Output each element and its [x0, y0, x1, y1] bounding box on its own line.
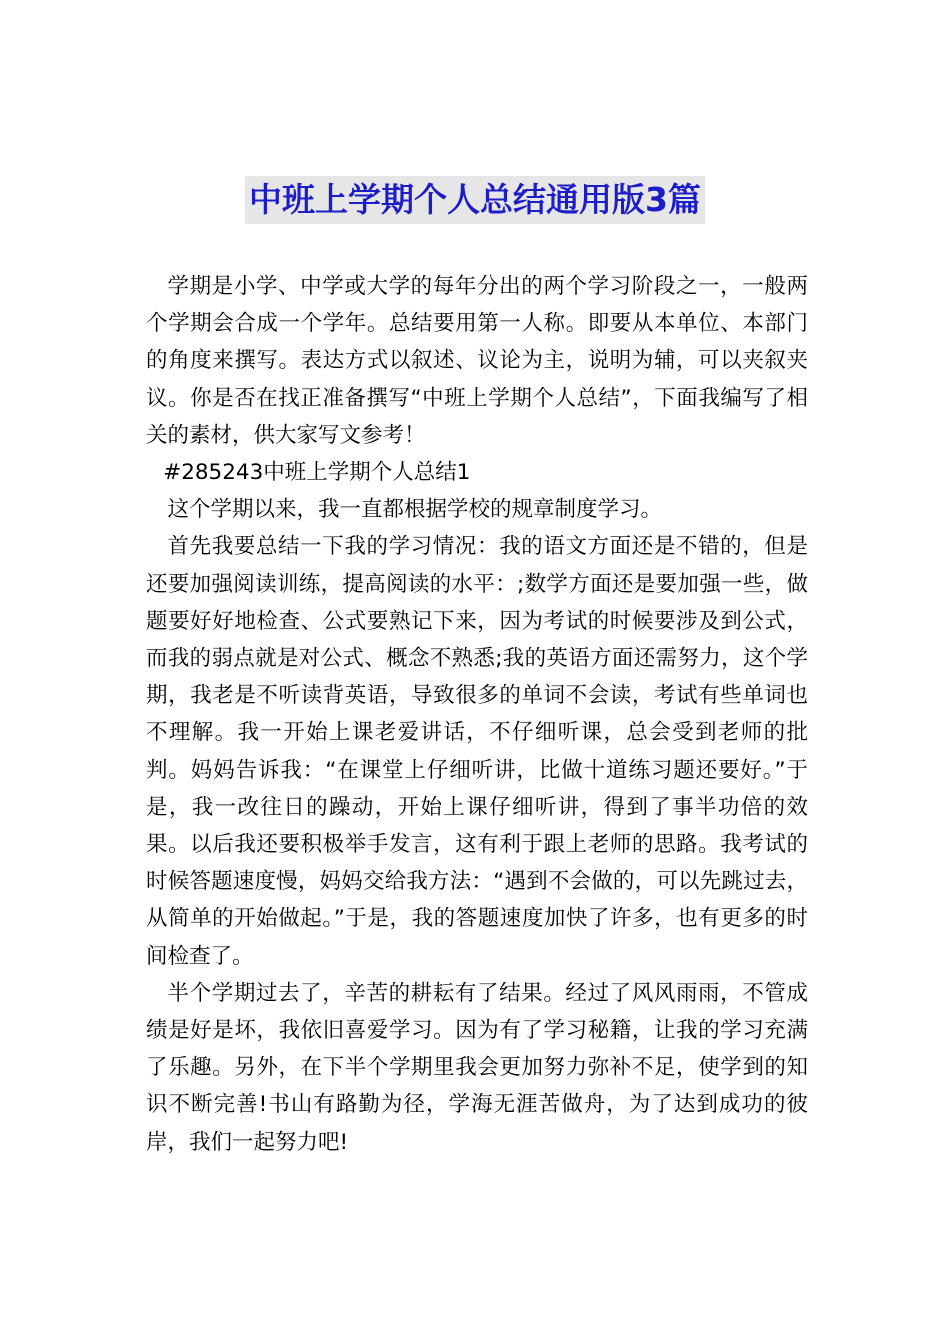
document-body [146, 268, 808, 1161]
title-block [0, 176, 950, 224]
body-paragraph: 这个学期以来，我一直都根据学校的规章制度学习。 [167, 497, 663, 523]
intro-paragraph: 学期是小学、中学或大学的每年分出的两个学习阶段之一，一般两个学期会合成一个学年。总结要用第一人称。即要从本单位、本部门的角度来撰写。表达方式以叙述、议论为主，说明为辅，可以夹叙夹议。你是否在找正准备撰写“中班上学期个人总结”，下面我编写了相关的素材，供大家写文参考！ [146, 274, 808, 448]
document-title: 中班上学期个人总结通用版3篇 [245, 176, 705, 224]
body-paragraph: 半个学期过去了，辛苦的耕耘有了结果。经过了风风雨雨，不管成绩是好是坏，我依旧喜爱学习。因为有了学习秘籍，让我的学习充满了乐趣。另外，在下半个学期里我会更加努力弥补不足，使学到的知识不断完善!书山有路勤为径，学海无涯苦做舟，为了达到成功的彼岸，我们一起努力吧! [146, 980, 808, 1155]
section-heading: #285243中班上学期个人总结1 [163, 460, 471, 486]
body-paragraph: 首先我要总结一下我的学习情况：我的语文方面还是不错的，但是还要加强阅读训练，提高阅读的水平：;数学方面还是要加强一些，做题要好好地检查、公式要熟记下来，因为考试的时候要涉及到公式，而我的弱点就是对公式、概念不熟悉;我的英语方面还需努力，这个学期，我老是不听读背英语，导致很多的单词不会读，考试有些单词也不理解。我一开始上课老爱讲话，不仔细听课，总会受到老师的批判。妈妈告诉我：“在课堂上仔细听讲，比做十道练习题还要好。”于是，我一改往日的躁动，开始上课仔细听讲，得到了事半功倍的效果。以后我还要积极举手发言，这有利于跟上老师的思路。我考试的时候答题速度慢，妈妈交给我方法：“遇到不会做的，可以先跳过去，从简单的开始做起。”于是，我的答题速度加快了许多，也有更多的时间检查了。 [146, 534, 808, 969]
